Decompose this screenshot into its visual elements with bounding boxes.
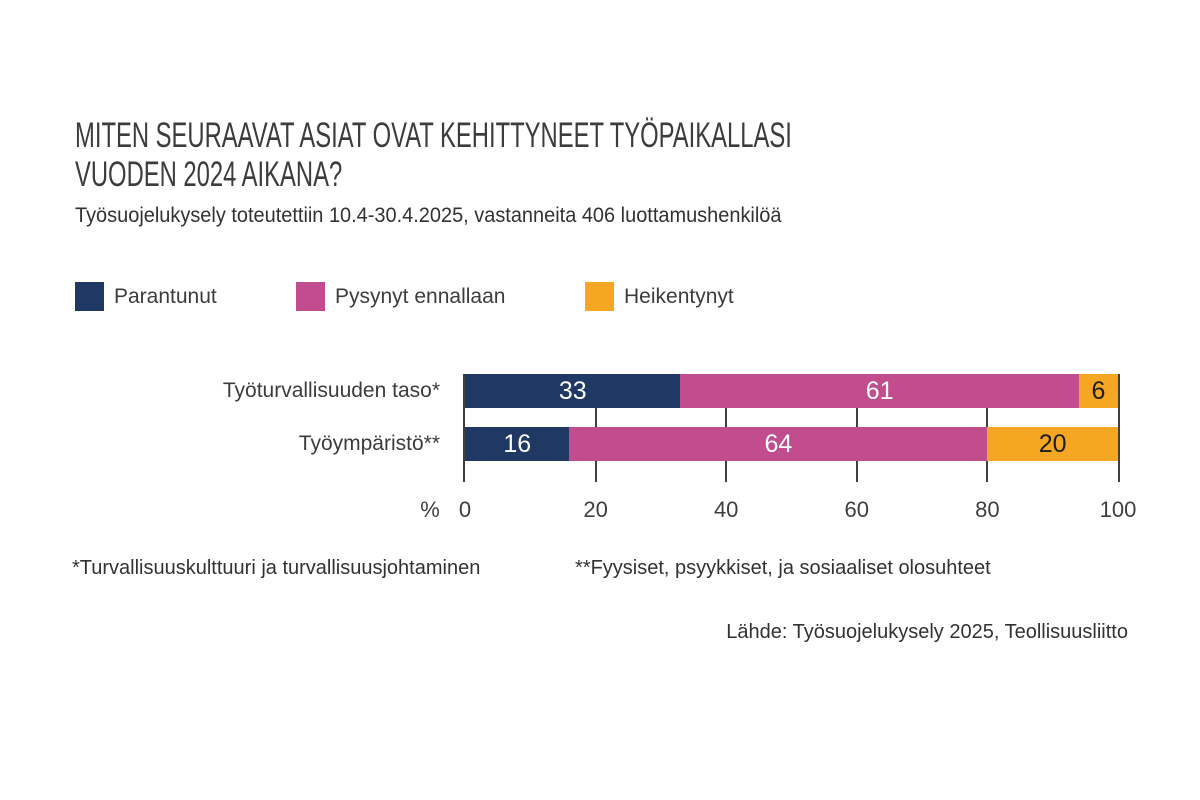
x-axis-unit-label: % <box>420 497 440 522</box>
category-label-tyoymparisto: Työympäristö** <box>298 432 440 455</box>
legend-label-parantunut: Parantunut <box>114 284 217 308</box>
gridline-100 <box>1118 374 1120 482</box>
bar-value-label: 16 <box>503 429 532 458</box>
bar-row-tyoymparisto <box>465 427 1118 461</box>
bar-value-label: 6 <box>1091 376 1106 405</box>
chart-subtitle: Työsuojelukysely toteutettiin 10.4-30.4.2025, vastanneita 406 luottamushenkilöä <box>75 204 782 227</box>
legend-swatch-parantunut <box>75 282 104 311</box>
legend-swatch-heikentynyt <box>585 282 614 311</box>
legend-label-pysynyt-ennallaan: Pysynyt ennallaan <box>335 284 506 308</box>
legend-item-parantunut <box>75 282 217 311</box>
x-tick-label-20: 20 <box>583 497 608 522</box>
footnote-turvallisuuskulttuuri: *Turvallisuuskulttuuri ja turvallisuusjohtaminen <box>72 557 481 579</box>
chart-title-line1: MITEN SEURAAVAT ASIAT OVAT KEHITTYNEET TYÖPAIKALLASI <box>75 116 792 155</box>
x-tick-label-0: 0 <box>458 497 472 522</box>
x-axis-ticks <box>458 497 1137 522</box>
chart-title-line2: VUODEN 2024 AIKANA? <box>75 155 343 194</box>
legend-item-heikentynyt <box>585 282 734 311</box>
bar-value-label: 20 <box>1038 429 1067 458</box>
x-tick-label-40: 40 <box>713 497 739 522</box>
legend-label-heikentynyt: Heikentynyt <box>624 284 734 308</box>
x-tick-label-60: 60 <box>844 497 870 522</box>
bar-segment-heikentynyt <box>987 427 1118 461</box>
x-tick-label-80: 80 <box>975 497 1000 522</box>
bar-segment-pysynyt-ennallaan <box>569 427 987 461</box>
bar-value-label: 61 <box>865 376 894 405</box>
bar-segment-parantunut <box>465 374 680 408</box>
bar-row-tyoturvallisuuden-taso <box>465 374 1118 408</box>
bar-value-label: 33 <box>558 376 587 405</box>
bar-segment-parantunut <box>465 427 569 461</box>
category-label-tyoturvallisuuden-taso: Työturvallisuuden taso* <box>222 379 440 402</box>
bar-value-label: 64 <box>764 429 793 458</box>
legend-swatch-pysynyt-ennallaan <box>296 282 325 311</box>
chart-title <box>75 116 792 194</box>
source-credit: Lähde: Työsuojelukysely 2025, Teollisuusliitto <box>726 621 1128 643</box>
x-tick-label-100: 100 <box>1099 497 1137 522</box>
bar-segment-heikentynyt <box>1079 374 1118 408</box>
footnote-fyysiset: **Fyysiset, psyykkiset, ja sosiaaliset olosuhteet <box>575 557 991 579</box>
bar-segment-pysynyt-ennallaan <box>680 374 1078 408</box>
legend-item-pysynyt-ennallaan <box>296 282 505 311</box>
